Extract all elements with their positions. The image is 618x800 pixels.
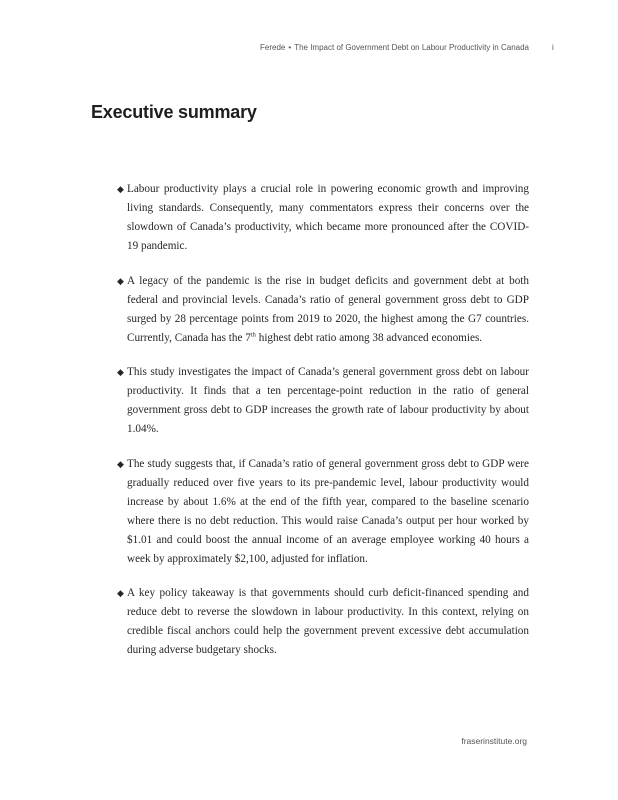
running-header-text	[260, 43, 529, 52]
summary-item-text: The study suggests that, if Canada’s ratio of general government gross debt to GDP were gradually reduced over five years to its pre-pandemic level, labour productivity would increase by about 1.6% at the end of the fifth year, compared to the baseline scenario where there is no debt reduction. This would raise Canada’s output per hour worked by $1.01 and could boost the annual income of an average employee working 40 hours a week by approximately $2,100, adjusted for inflation.	[127, 457, 529, 565]
summary-item-text: A legacy of the pandemic is the rise in budget deficits and government debt at both federal and provincial levels. Canada’s ratio of general government gross debt to GDP surged by 28 percentage points from 2019 to 2020, the highest among the G7 countries. Currently, Canada has the 7	[127, 274, 529, 344]
header-author: Ferede	[260, 43, 286, 52]
summary-item	[117, 180, 529, 256]
summary-item	[117, 363, 529, 439]
summary-item	[117, 455, 529, 569]
header-separator: •	[288, 43, 292, 52]
diamond-bullet-icon: ◆	[117, 275, 124, 286]
page-title: Executive summary	[91, 102, 257, 122]
diamond-bullet-icon: ◆	[117, 588, 124, 598]
running-header	[0, 43, 618, 57]
summary-item-text: This study investigates the impact of Canada’s general government gross debt on labour productivity. It finds that a ten percentage-point reduction in the ratio of general government gross debt to GDP increases the growth rate of labour productivity by about 1.04%.	[127, 366, 529, 435]
diamond-bullet-icon: ◆	[117, 367, 124, 377]
summary-item-text: Labour productivity plays a crucial role in powering economic growth and improving living standards. Consequently, many commentators express their concerns over the slowdown of Canada’s productivity, which became more pronounced after the COVID-19 pandemic.	[127, 183, 529, 252]
summary-item	[117, 272, 529, 348]
summary-list	[117, 180, 529, 676]
page-number: i	[552, 43, 554, 52]
summary-item-text-continued: highest debt ratio among 38 advanced economies.	[255, 331, 483, 344]
footer-url: fraserinstitute.org	[461, 736, 527, 746]
summary-item-text: A key policy takeaway is that governments should curb deficit-financed spending and reduce debt to reverse the slowdown in labour productivity. In this context, relying on credible fiscal anchors could help the government prevent excessive debt accumulation during adverse budgetary shocks.	[127, 587, 529, 656]
diamond-bullet-icon: ◆	[117, 458, 124, 469]
summary-item	[117, 584, 529, 660]
ordinal-superscript: th	[250, 330, 256, 338]
diamond-bullet-icon: ◆	[117, 184, 124, 194]
header-document-title: The Impact of Government Debt on Labour Productivity in Canada	[294, 43, 529, 52]
